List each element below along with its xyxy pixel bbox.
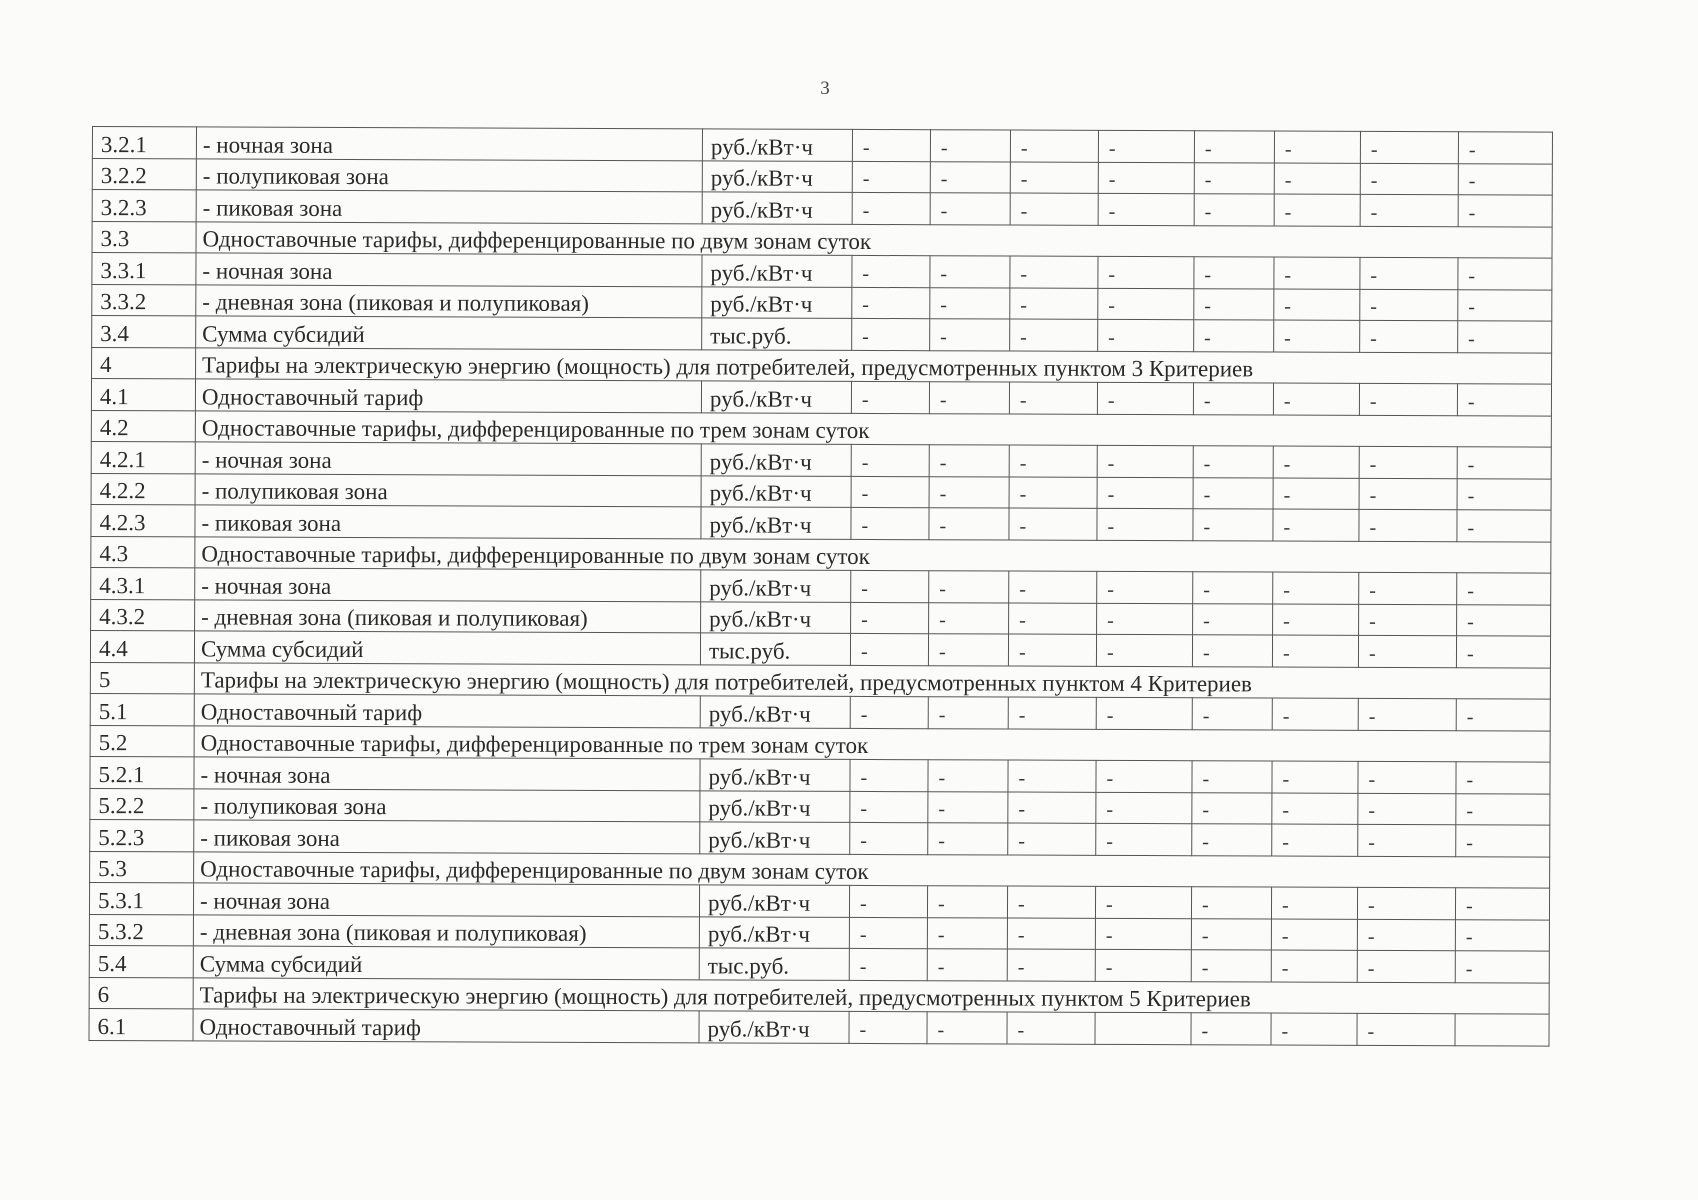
table-row <box>90 630 1550 667</box>
section-row <box>91 536 1551 573</box>
table-row <box>92 284 1552 321</box>
unit-cell: руб./кВт·ч <box>702 129 852 161</box>
value-cell: - <box>1457 447 1551 479</box>
value-cell: - <box>1360 257 1458 289</box>
value-cell: - <box>928 791 1008 823</box>
value-cell: - <box>852 318 930 350</box>
value-cell: - <box>1009 382 1097 414</box>
value-cell: - <box>1009 445 1097 477</box>
unit-cell: тыс.руб. <box>702 318 852 350</box>
value-cell: - <box>1457 573 1551 605</box>
section-row <box>92 221 1552 258</box>
row-number-cell: 4.2.1 <box>91 441 195 473</box>
indicator-name-cell: - ночная зона <box>194 757 700 790</box>
value-cell: - <box>1098 256 1194 288</box>
row-number-cell: 4.2 <box>91 410 195 442</box>
table-row <box>90 693 1550 730</box>
table-row <box>91 379 1551 416</box>
value-cell: - <box>1192 761 1272 793</box>
indicator-name-cell: Сумма субсидий <box>196 316 702 349</box>
unit-cell: руб./кВт·ч <box>699 1011 849 1043</box>
value-cell: - <box>849 917 927 949</box>
row-number-cell: 5.4 <box>89 945 193 977</box>
value-cell: - <box>1010 162 1098 194</box>
table-body <box>89 127 1552 1046</box>
section-title-cell: Тарифы на электрическую энергию (мощность) для потребителей, предусмотренных пунктом 4 Критериев <box>194 662 1550 699</box>
value-cell: - <box>929 571 1009 603</box>
value-cell: - <box>1358 824 1456 856</box>
indicator-name-cell: - ночная зона <box>195 568 701 601</box>
value-cell: - <box>1194 162 1274 194</box>
value-cell: - <box>1008 634 1096 666</box>
value-cell: - <box>1273 509 1359 541</box>
value-cell: - <box>1360 320 1458 352</box>
value-cell: - <box>927 886 1007 918</box>
value-cell: - <box>930 193 1010 225</box>
value-cell: - <box>1457 604 1551 636</box>
value-cell: - <box>1455 888 1549 920</box>
value-cell: - <box>1456 636 1550 668</box>
unit-cell: руб./кВт·ч <box>702 160 852 192</box>
value-cell: - <box>1272 793 1358 825</box>
value-cell: - <box>1271 919 1357 951</box>
value-cell: - <box>849 885 927 917</box>
value-cell: - <box>1008 792 1096 824</box>
unit-cell: руб./кВт·ч <box>701 507 851 539</box>
value-cell: - <box>1096 792 1192 824</box>
value-cell: - <box>851 602 929 634</box>
value-cell: - <box>928 634 1008 666</box>
value-cell: - <box>1007 949 1095 981</box>
value-cell: - <box>850 633 928 665</box>
value-cell: - <box>1359 572 1457 604</box>
table-row <box>90 788 1550 825</box>
value-cell: - <box>1357 1013 1455 1045</box>
value-cell: - <box>1455 919 1549 951</box>
indicator-name-cell: - дневная зона (пиковая и полупиковая) <box>196 284 702 317</box>
value-cell: - <box>1360 131 1458 163</box>
indicator-name-cell: Одноставочный тариф <box>193 1009 699 1042</box>
value-cell: - <box>1272 635 1358 667</box>
value-cell: - <box>1456 825 1550 857</box>
value-cell: - <box>1273 572 1359 604</box>
value-cell: - <box>1458 289 1552 321</box>
value-cell: - <box>1359 478 1457 510</box>
value-cell: - <box>1096 634 1192 666</box>
table-row <box>91 441 1551 478</box>
value-cell: - <box>1272 824 1358 856</box>
value-cell: - <box>852 192 930 224</box>
value-cell: - <box>1194 288 1274 320</box>
table-row <box>92 127 1552 164</box>
table-row <box>92 253 1552 290</box>
value-cell: - <box>1097 508 1193 540</box>
value-cell: - <box>1193 572 1273 604</box>
value-cell: - <box>849 1011 927 1043</box>
section-title-cell: Тарифы на электрическую энергию (мощность) для потребителей, предусмотренных пунктом 3 Критериев <box>196 347 1552 384</box>
value-cell: - <box>1009 571 1097 603</box>
row-number-cell: 3.4 <box>92 316 196 348</box>
value-cell: - <box>852 255 930 287</box>
row-number-cell: 6.1 <box>89 1008 193 1040</box>
value-cell: - <box>1458 132 1552 164</box>
indicator-name-cell: - ночная зона <box>195 442 701 475</box>
value-cell: - <box>1274 320 1360 352</box>
value-cell: - <box>1007 1012 1095 1044</box>
value-cell: - <box>1009 477 1097 509</box>
value-cell: - <box>1098 162 1194 194</box>
value-cell: - <box>1191 918 1271 950</box>
value-cell: - <box>850 791 928 823</box>
value-cell: - <box>1095 918 1191 950</box>
table-row <box>92 316 1552 353</box>
value-cell: - <box>1098 319 1194 351</box>
value-cell: - <box>1008 697 1096 729</box>
value-cell: - <box>852 161 930 193</box>
value-cell: - <box>928 760 1008 792</box>
value-cell: - <box>1008 760 1096 792</box>
row-number-cell: 5.2.3 <box>90 819 194 851</box>
value-cell: - <box>1357 887 1455 919</box>
value-cell: - <box>1457 510 1551 542</box>
value-cell: - <box>1192 698 1272 730</box>
unit-cell: руб./кВт·ч <box>701 570 851 602</box>
value-cell: - <box>1191 950 1271 982</box>
value-cell: - <box>1009 508 1097 540</box>
value-cell: - <box>849 948 927 980</box>
value-cell: - <box>1272 698 1358 730</box>
value-cell: - <box>1458 258 1552 290</box>
value-cell: - <box>1357 950 1455 982</box>
value-cell: - <box>1360 163 1458 195</box>
value-cell: - <box>1096 760 1192 792</box>
unit-cell: руб./кВт·ч <box>702 192 852 224</box>
value-cell: - <box>1096 823 1192 855</box>
unit-cell: руб./кВт·ч <box>701 444 851 476</box>
value-cell: - <box>1359 604 1457 636</box>
value-cell: - <box>1274 194 1360 226</box>
value-cell: - <box>930 287 1010 319</box>
value-cell: - <box>1097 382 1193 414</box>
value-cell: - <box>852 287 930 319</box>
value-cell: - <box>1010 193 1098 225</box>
value-cell: - <box>1193 509 1273 541</box>
value-cell: - <box>1097 477 1193 509</box>
unit-cell: руб./кВт·ч <box>702 255 852 287</box>
indicator-name-cell: - полупиковая зона <box>194 788 700 821</box>
value-cell: - <box>1194 131 1274 163</box>
value-cell: - <box>1273 604 1359 636</box>
value-cell: - <box>928 697 1008 729</box>
value-cell: - <box>1097 445 1193 477</box>
value-cell: - <box>930 319 1010 351</box>
value-cell: - <box>1456 793 1550 825</box>
table-row <box>90 756 1550 793</box>
unit-cell: руб./кВт·ч <box>700 696 850 728</box>
value-cell: - <box>1359 446 1457 478</box>
value-cell: - <box>929 602 1009 634</box>
row-number-cell: 5.3.1 <box>89 882 193 914</box>
value-cell <box>1455 1014 1549 1046</box>
table-row <box>89 914 1549 951</box>
value-cell: - <box>1458 195 1552 227</box>
section-title-cell: Одноставочные тарифы, дифференцированные по трем зонам суток <box>195 410 1551 447</box>
table-row <box>91 473 1551 510</box>
value-cell: - <box>1360 289 1458 321</box>
value-cell: - <box>1095 949 1191 981</box>
value-cell: - <box>1007 918 1095 950</box>
value-cell: - <box>1272 761 1358 793</box>
value-cell: - <box>1010 130 1098 162</box>
indicator-name-cell: - пиковая зона <box>196 190 702 223</box>
value-cell: - <box>1458 321 1552 353</box>
unit-cell: руб./кВт·ч <box>700 790 850 822</box>
section-title-cell: Одноставочные тарифы, дифференцированные по трем зонам суток <box>194 725 1550 762</box>
unit-cell: руб./кВт·ч <box>700 759 850 791</box>
value-cell: - <box>1192 635 1272 667</box>
row-number-cell: 4.3 <box>91 536 195 568</box>
value-cell: - <box>1008 823 1096 855</box>
table-row <box>89 1008 1549 1045</box>
value-cell: - <box>1193 383 1273 415</box>
value-cell: - <box>1273 383 1359 415</box>
value-cell: - <box>1455 951 1549 983</box>
table-row <box>92 158 1552 195</box>
value-cell: - <box>927 949 1007 981</box>
indicator-name-cell: - пиковая зона <box>195 505 701 538</box>
value-cell: - <box>928 823 1008 855</box>
unit-cell: руб./кВт·ч <box>700 822 850 854</box>
value-cell: - <box>851 381 929 413</box>
row-number-cell: 4.2.2 <box>91 473 195 505</box>
row-number-cell: 4.3.2 <box>91 599 195 631</box>
unit-cell: тыс.руб. <box>700 633 850 665</box>
section-row <box>90 851 1550 888</box>
value-cell: - <box>1007 886 1095 918</box>
value-cell: - <box>1098 288 1194 320</box>
row-number-cell: 5.3 <box>90 851 194 883</box>
row-number-cell: 6 <box>89 977 193 1009</box>
value-cell: - <box>1457 384 1551 416</box>
indicator-name-cell: - полупиковая зона <box>195 473 701 506</box>
indicator-name-cell: Одноставочный тариф <box>195 379 701 412</box>
value-cell: - <box>1191 887 1271 919</box>
row-number-cell: 5 <box>90 662 194 694</box>
row-number-cell: 3.2.1 <box>92 127 196 159</box>
value-cell: - <box>1273 478 1359 510</box>
value-cell: - <box>1194 320 1274 352</box>
table-row <box>89 945 1549 982</box>
indicator-name-cell: - полупиковая зона <box>196 158 702 191</box>
value-cell: - <box>1271 950 1357 982</box>
section-row <box>89 977 1549 1014</box>
value-cell: - <box>1360 194 1458 226</box>
table-row <box>91 504 1551 541</box>
value-cell: - <box>1357 919 1455 951</box>
row-number-cell: 3.3 <box>92 221 196 253</box>
value-cell: - <box>1457 478 1551 510</box>
section-title-cell: Одноставочные тарифы, дифференцированные по двум зонам суток <box>195 536 1551 573</box>
value-cell: - <box>1274 131 1360 163</box>
value-cell: - <box>1456 762 1550 794</box>
indicator-name-cell: Сумма субсидий <box>194 631 700 664</box>
value-cell: - <box>1193 446 1273 478</box>
value-cell: - <box>851 507 929 539</box>
value-cell: - <box>852 129 930 161</box>
value-cell: - <box>929 508 1009 540</box>
unit-cell: руб./кВт·ч <box>699 916 849 948</box>
value-cell: - <box>1271 887 1357 919</box>
indicator-name-cell: - дневная зона (пиковая и полупиковая) <box>195 599 701 632</box>
table-row <box>89 882 1549 919</box>
unit-cell: руб./кВт·ч <box>699 885 849 917</box>
value-cell: - <box>1192 792 1272 824</box>
value-cell: - <box>1274 289 1360 321</box>
value-cell: - <box>1194 194 1274 226</box>
indicator-name-cell: Сумма субсидий <box>193 946 699 979</box>
value-cell: - <box>1274 163 1360 195</box>
row-number-cell: 5.2 <box>90 725 194 757</box>
value-cell: - <box>1191 1013 1271 1045</box>
value-cell: - <box>1456 699 1550 731</box>
value-cell: - <box>1010 288 1098 320</box>
tariff-table-wrapper <box>88 126 1552 1046</box>
section-title-cell: Тарифы на электрическую энергию (мощность) для потребителей, предусмотренных пунктом 5 Критериев <box>193 977 1549 1014</box>
value-cell: - <box>1358 793 1456 825</box>
value-cell: - <box>1358 698 1456 730</box>
unit-cell: руб./кВт·ч <box>701 475 851 507</box>
value-cell: - <box>1274 257 1360 289</box>
row-number-cell: 5.1 <box>90 693 194 725</box>
indicator-name-cell: - ночная зона <box>196 253 702 286</box>
section-row <box>92 347 1552 384</box>
value-cell: - <box>1010 319 1098 351</box>
value-cell: - <box>1096 697 1192 729</box>
value-cell: - <box>1193 477 1273 509</box>
value-cell: - <box>1193 603 1273 635</box>
table-row <box>92 190 1552 227</box>
row-number-cell: 3.3.2 <box>92 284 196 316</box>
row-number-cell: 3.2.3 <box>92 190 196 222</box>
row-number-cell: 4.3.1 <box>91 567 195 599</box>
value-cell: - <box>927 917 1007 949</box>
value-cell: - <box>930 256 1010 288</box>
value-cell: - <box>929 476 1009 508</box>
row-number-cell: 3.3.1 <box>92 253 196 285</box>
value-cell: - <box>930 130 1010 162</box>
value-cell: - <box>929 382 1009 414</box>
value-cell: - <box>929 445 1009 477</box>
table-row <box>91 599 1551 636</box>
indicator-name-cell: - ночная зона <box>196 127 702 160</box>
row-number-cell: 3.2.2 <box>92 158 196 190</box>
indicator-name-cell: - дневная зона (пиковая и полупиковая) <box>193 914 699 947</box>
value-cell: - <box>1194 257 1274 289</box>
value-cell <box>1095 1012 1191 1044</box>
row-number-cell: 4.4 <box>90 630 194 662</box>
row-number-cell: 5.3.2 <box>89 914 193 946</box>
page-number: 3 <box>820 78 830 99</box>
value-cell: - <box>851 444 929 476</box>
value-cell: - <box>1359 509 1457 541</box>
section-row <box>90 725 1550 762</box>
unit-cell: руб./кВт·ч <box>702 286 852 318</box>
value-cell: - <box>1009 603 1097 635</box>
value-cell: - <box>1192 824 1272 856</box>
section-title-cell: Одноставочные тарифы, дифференцированные по двум зонам суток <box>194 851 1550 888</box>
row-number-cell: 4.1 <box>91 379 195 411</box>
indicator-name-cell: - пиковая зона <box>194 820 700 853</box>
unit-cell: тыс.руб. <box>699 948 849 980</box>
row-number-cell: 4.2.3 <box>91 504 195 536</box>
value-cell: - <box>1271 1013 1357 1045</box>
section-title-cell: Одноставочные тарифы, дифференцированные по двум зонам суток <box>196 221 1552 258</box>
tariff-table <box>88 126 1553 1046</box>
section-row <box>90 662 1550 699</box>
value-cell: - <box>1458 163 1552 195</box>
value-cell: - <box>1097 571 1193 603</box>
value-cell: - <box>1097 603 1193 635</box>
value-cell: - <box>850 822 928 854</box>
value-cell: - <box>850 759 928 791</box>
value-cell: - <box>850 696 928 728</box>
table-row <box>90 819 1550 856</box>
value-cell: - <box>1095 886 1191 918</box>
row-number-cell: 5.2.2 <box>90 788 194 820</box>
row-number-cell: 4 <box>92 347 196 379</box>
indicator-name-cell: - ночная зона <box>193 883 699 916</box>
unit-cell: руб./кВт·ч <box>701 381 851 413</box>
value-cell: - <box>851 570 929 602</box>
value-cell: - <box>1098 193 1194 225</box>
row-number-cell: 5.2.1 <box>90 756 194 788</box>
value-cell: - <box>1358 761 1456 793</box>
value-cell: - <box>1359 383 1457 415</box>
value-cell: - <box>1358 635 1456 667</box>
value-cell: - <box>1098 130 1194 162</box>
value-cell: - <box>1010 256 1098 288</box>
indicator-name-cell: Одноставочный тариф <box>194 694 700 727</box>
value-cell: - <box>1273 446 1359 478</box>
value-cell: - <box>851 476 929 508</box>
section-row <box>91 410 1551 447</box>
unit-cell: руб./кВт·ч <box>701 601 851 633</box>
table-row <box>91 567 1551 604</box>
value-cell: - <box>930 161 1010 193</box>
value-cell: - <box>927 1012 1007 1044</box>
